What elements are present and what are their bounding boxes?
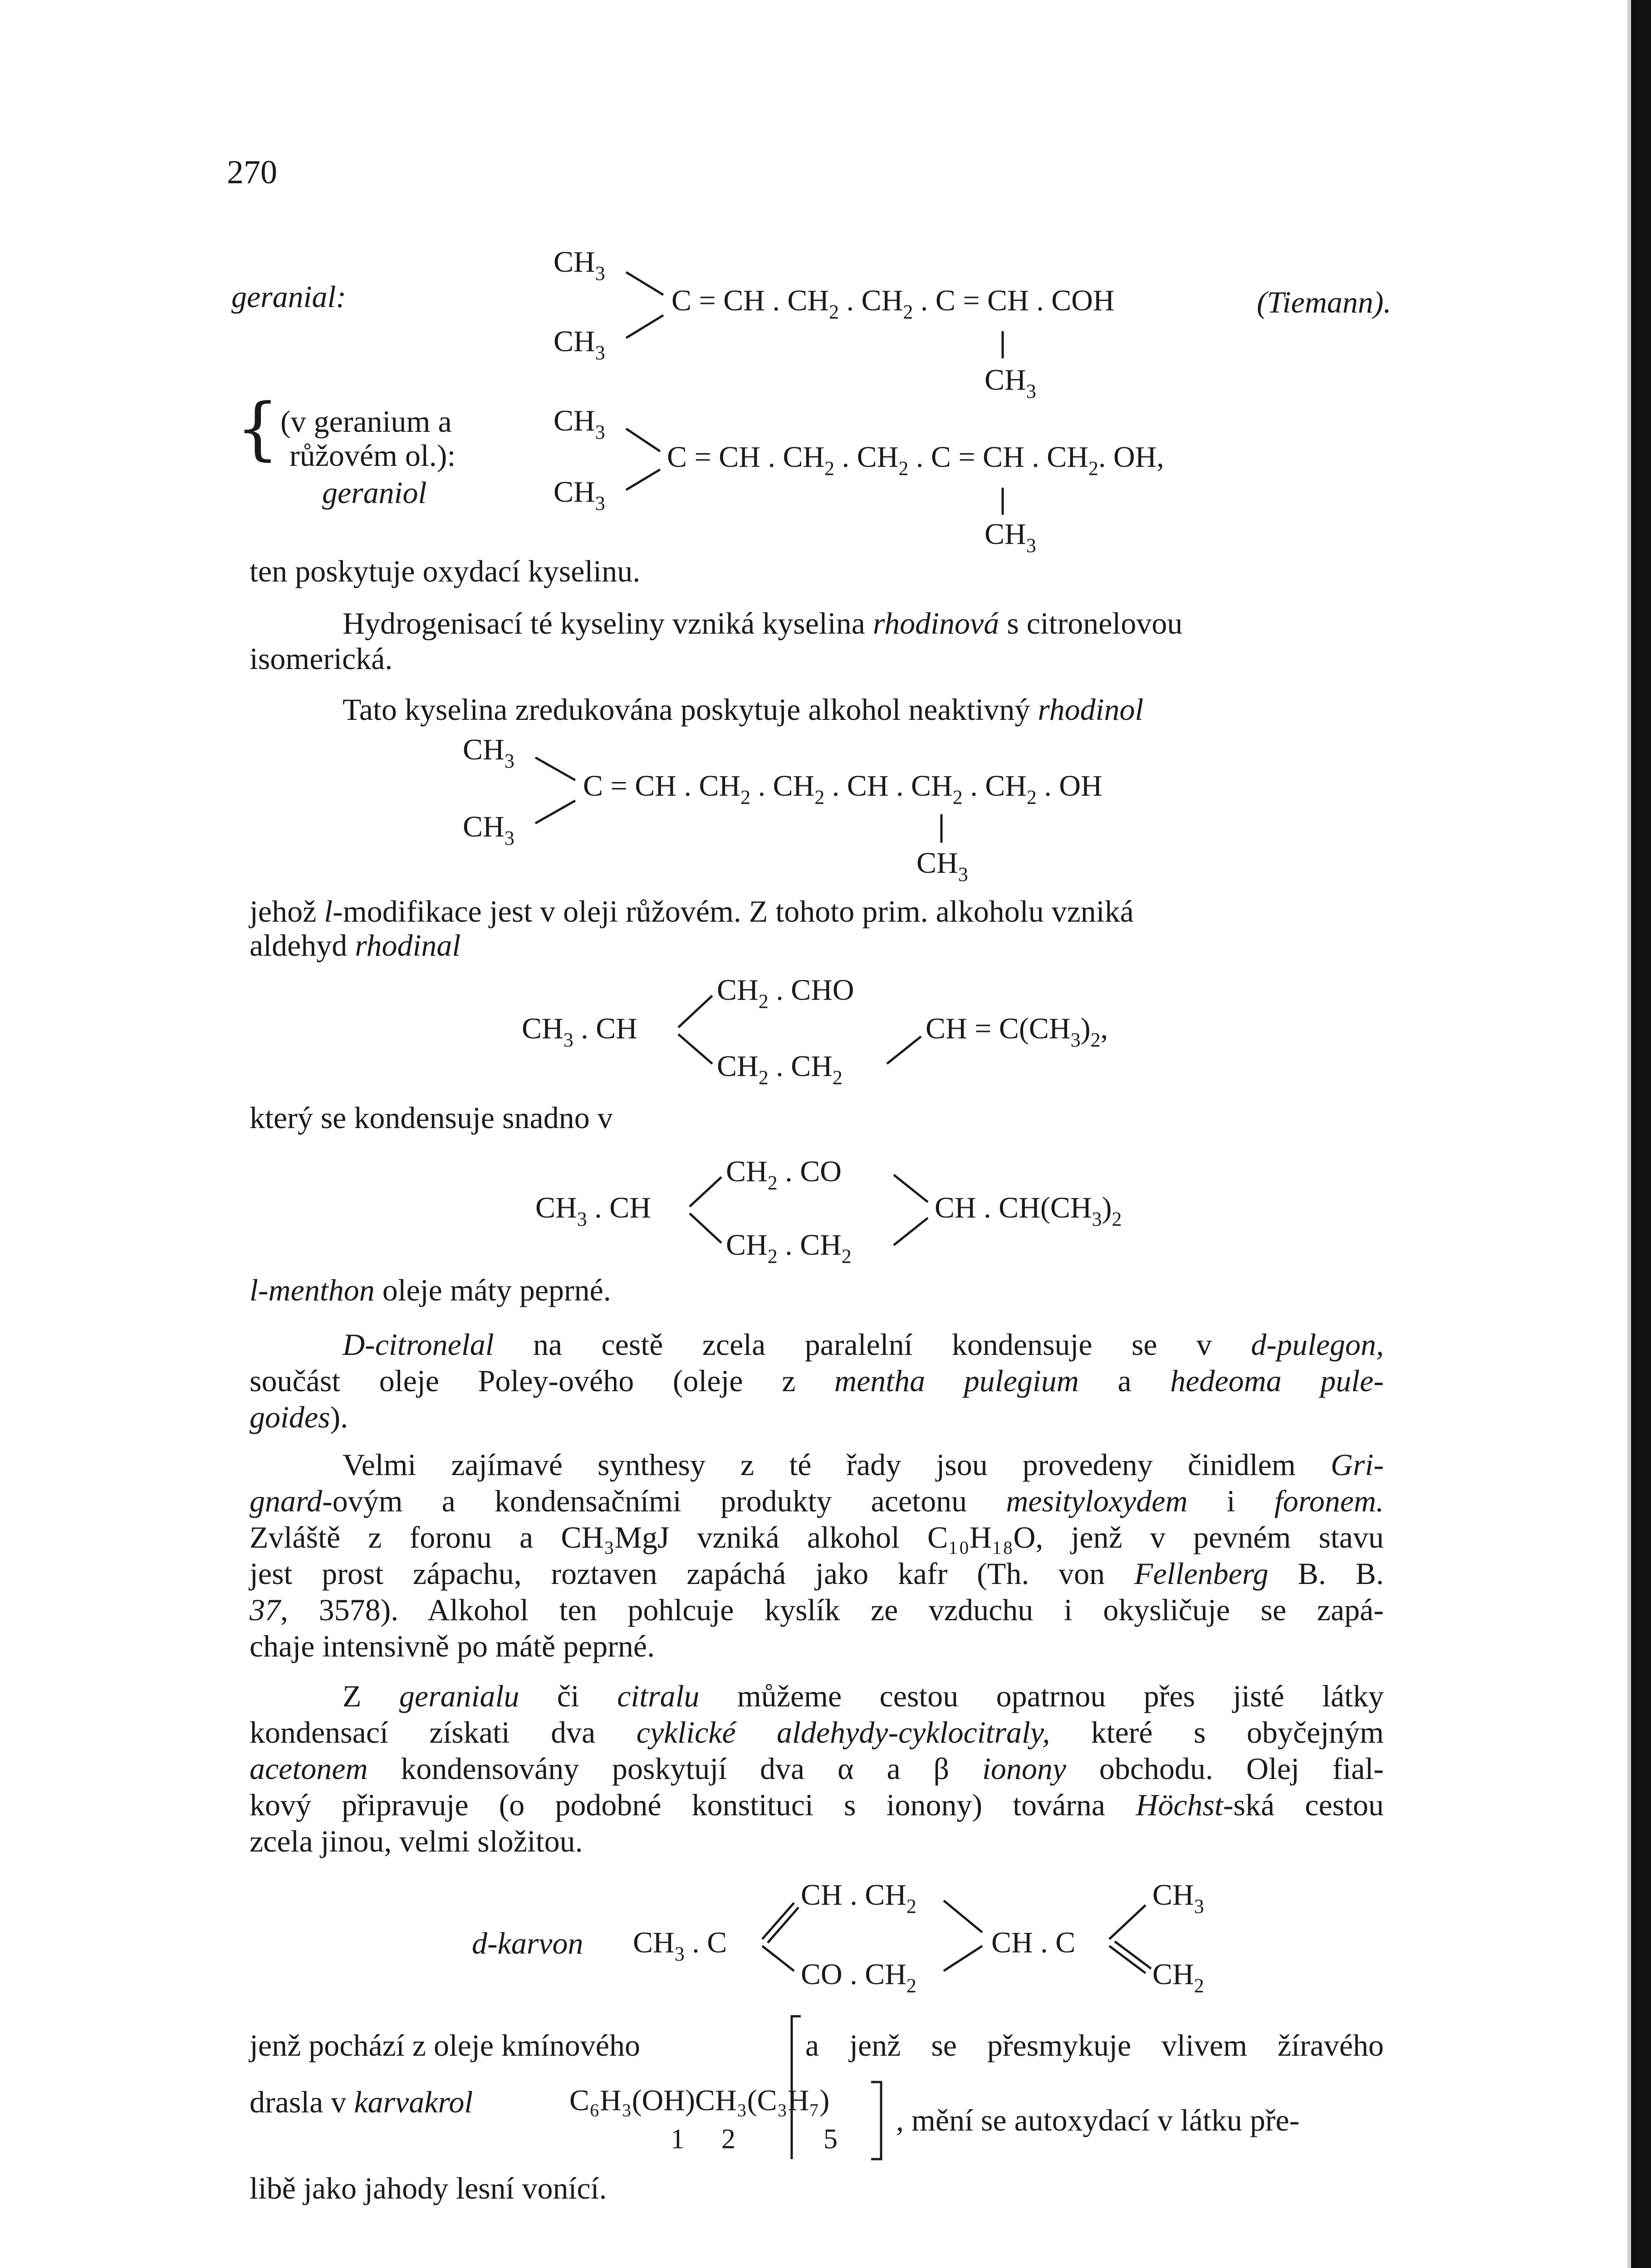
geranial-chain: C = CH . $CH_2$ . $CH_2$ . C = CH . COH [671,284,1115,323]
rhodinal-lower-branch: $CH_2$ . $CH_2$ [717,1050,843,1089]
geraniol-ch3-top: $CH_3$ [554,404,605,443]
rhodinol-ch3-bottom: $CH_3$ [463,810,514,849]
paragraph-hydrogenation-1: Hydrogenisací té kyseliny vzniká kyselina rhodinová s citronelovou [343,606,1183,640]
bond-karvon-up-right [944,1901,982,1932]
karvon-middle: CH . C [991,1926,1076,1959]
rhodinal-end: CH = $C(CH_3)_2$, [926,1012,1108,1051]
bond-geranial-up [626,272,663,295]
karvakrol-formula: C₆H₃(OH)CH₃(C₃H₇) [569,2084,830,2117]
bond-rhodinal-right [887,1036,921,1064]
bond-karvon-up-left-double [768,1907,799,1943]
paragraph-synthesis-3: Zvláště z foronu a CH₃MgJ vzniká alkohol C₁₀H₁₈O, jenž v pevném stavu [250,1520,1384,1554]
geraniol-brace: { [236,389,279,468]
geraniol-desc-2: růžovém ol.): [289,438,456,473]
rhodinol-ch3-top: $CH_3$ [463,733,514,772]
paragraph-citronelal-2: součást oleje Poley-ového (oleje z mentha pulegium a hedeoma pule- [250,1364,1384,1398]
paragraph-synthesis-1: Velmi zajímavé synthesy z té řady jsou provedeny činidlem Gri- [343,1447,1384,1482]
karvon-ch3-right: $CH_3$ [1152,1878,1204,1917]
page-edge-shadow [1627,0,1631,2268]
geranial-ch3-branch: $CH_3$ [985,363,1036,402]
karvon-lower-branch: CO . $CH_2$ [801,1958,916,1997]
bond-karvon-right-up [1109,1905,1146,1939]
paragraph-citronelal-1: D-citronelal na cestě zcela paralelní kondensuje se v d-pulegon, [343,1327,1384,1362]
paragraph-cyclocitral-3: acetonem kondensovány poskytují dva α a β ionony obchodu. Olej fial- [250,1751,1384,1786]
bond-karvon-up-left [762,1903,794,1939]
karvon-upper-branch: CH . $CH_2$ [801,1878,916,1917]
bond-menthon-up-left [690,1177,721,1207]
bond-menthon-down-left [690,1213,721,1243]
paragraph-karvon-1b: a jenž se přesmykuje vlivem žíravého [805,2028,1384,2063]
geraniol-ch3-bottom: $CH_3$ [554,475,605,514]
karvakrol-number-5: 5 [823,2124,838,2155]
menthon-ch3-ch: $CH_3$ . CH [535,1191,651,1230]
page-edge [1631,0,1651,2268]
bond-geraniol-down [626,469,660,490]
karvon-ch3-c: $CH_3$ . C [633,1926,727,1965]
paragraph-synthesis-5: 37, 3578). Alkohol ten pohlcuje kyslík ze vzduchu i okysličuje se zapá- [250,1593,1384,1627]
geraniol-label: geraniol [322,475,427,510]
paragraph-hydrogenation-2: isomerická. [250,641,393,676]
paragraph-l-modification: jehož l-modifikace jest v oleji růžovém. Z tohoto prim. alkoholu vzniká [250,894,1134,929]
karvakrol-number-1: 1 [671,2124,685,2155]
menthon-lower-branch: $CH_2$ . $CH_2$ [726,1228,852,1267]
paragraph-rhodinal: aldehyd rhodinal [250,928,461,963]
paragraph-menthon: l-menthon oleje máty peprné. [250,1273,611,1307]
rhodinal-ch3-ch: $CH_3$ . CH [522,1012,637,1051]
menthon-end: CH . $CH(CH_3)_2$ [935,1191,1122,1230]
bond-karvon-down-left [762,1946,794,1971]
rhodinol-ch3-branch: $CH_3$ [916,846,968,885]
paragraph-synthesis-6: chaje intensivně po mátě peprné. [250,1629,655,1663]
geraniol-chain: C = CH . $CH_2$ . $CH_2$ . C = CH . $CH_2$. OH, [667,440,1164,479]
karvakrol-number-2: 2 [721,2124,735,2155]
bond-rhodinal-down-left [678,1034,712,1064]
paragraph-condense: který se kondensuje snadno v [250,1100,613,1135]
geranial-label: geranial: [231,279,347,314]
paragraph-cyclocitral-5: zcela jinou, velmi složitou. [250,1824,583,1858]
rhodinol-chain: C = CH . $CH_2$ . $CH_2$ . CH . $CH_2$ . $CH_2$ . OH [583,769,1102,808]
bond-menthon-up-right [894,1175,928,1202]
geraniol-ch3-branch: $CH_3$ [985,518,1036,557]
paragraph-cyclocitral-2: kondensací získati dva cyklické aldehydy-cyklocitraly, které s obyčejným [250,1715,1384,1750]
bond-geranial-down [626,315,663,338]
bond-karvon-right-down-double [1115,1941,1151,1969]
bond-karvon-right-down [1109,1946,1146,1973]
geranial-ch3-bottom: $CH_3$ [554,325,605,364]
tiemann-citation: (Tiemann). [1257,285,1391,319]
bond-rhodinal-up-left [678,996,712,1027]
karvon-label: d-karvon [472,1926,583,1960]
paragraph-citronelal-3: goides). [250,1400,348,1434]
bond-rhodinol-up [535,758,575,780]
menthon-upper-branch: $CH_2$ . CO [726,1155,842,1194]
paragraph-karvon-2b: , mění se autoxydací v látku pře- [896,2103,1300,2137]
paragraph-karvon-2a: drasla v karvakrol [250,2085,473,2119]
bracket-right [871,2082,881,2159]
bond-rhodinol-down [535,801,575,823]
bond-geraniol-up [626,429,660,451]
paragraph-synthesis-4: jest prost zápachu, roztaven zapáchá jako kafr (Th. von Fellenberg B. B. [250,1556,1384,1591]
paragraph-reduction: Tato kyselina zredukována poskytuje alkohol neaktivný rhodinol [343,692,1144,727]
bond-karvon-down-right [944,1946,982,1971]
paragraph-cyclocitral-1: Z geranialu či citralu můžeme cestou opatrnou přes jisté látky [343,1679,1384,1713]
geraniol-desc-1: (v geranium a [280,404,452,439]
paragraph-cyclocitral-4: kový připravuje (o podobné konstituci s ionony) továrna Höchst-ská cestou [250,1788,1384,1822]
paragraph-karvon-3: libě jako jahody lesní vonící. [250,2171,607,2205]
page-number: 270 [227,154,277,191]
paragraph-oxidation: ten poskytuje oxydací kyselinu. [250,554,641,588]
geranial-ch3-top: $CH_3$ [554,245,605,284]
paragraph-karvon-1a: jenž pochází z oleje kmínového [250,2028,640,2063]
bond-menthon-down-right [894,1218,928,1245]
karvon-ch2-right: $CH_2$ [1152,1958,1204,1997]
rhodinal-upper-branch: $CH_2$ . CHO [717,973,854,1012]
paragraph-synthesis-2: gnard-ovým a kondensačními produkty acetonu mesityloxydem i foronem. [250,1484,1384,1518]
